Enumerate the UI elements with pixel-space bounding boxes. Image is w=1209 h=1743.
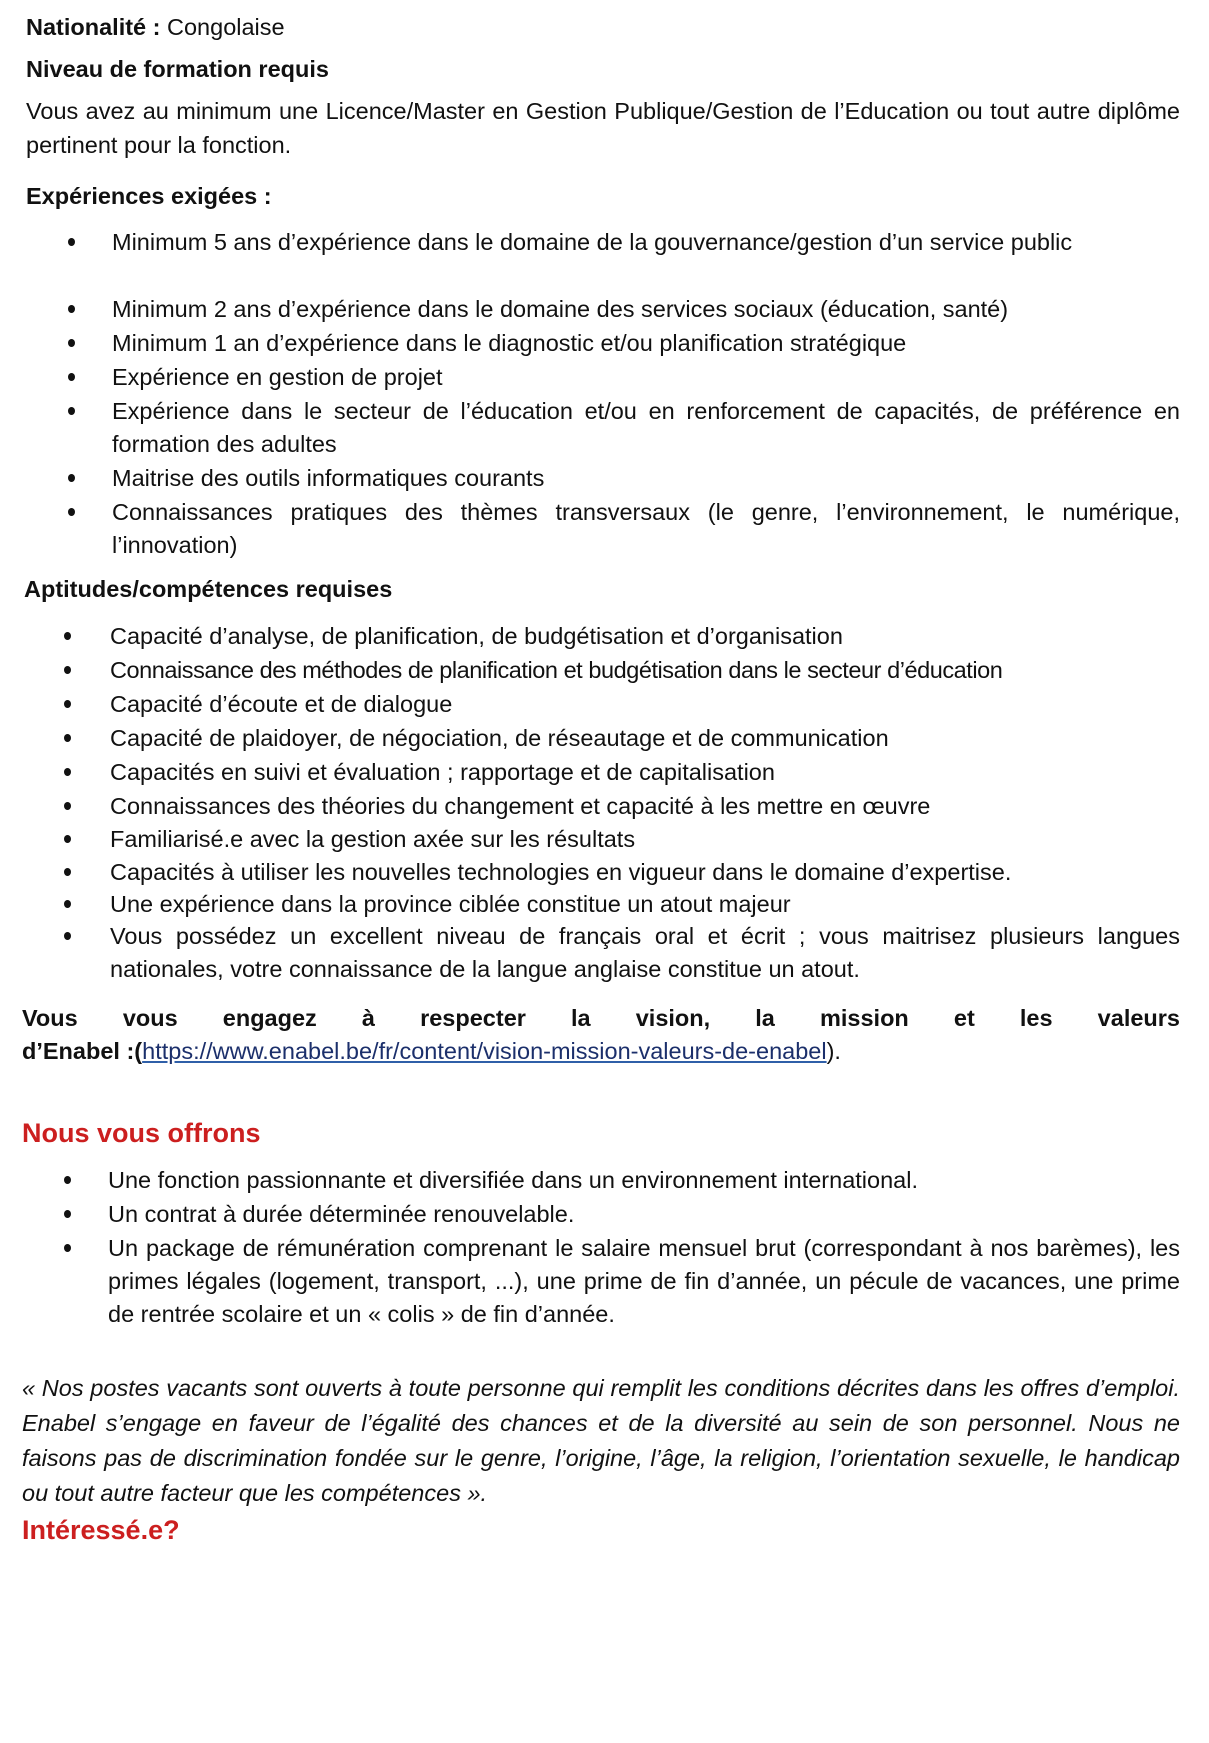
bullet-icon — [68, 339, 75, 347]
education-text: Vous avez au minimum une Licence/Master en Gestion Publique/Gestion de l’Education ou tout autre diplôme pertinent pour la fonction. — [26, 98, 1180, 158]
values-statement-line1: Vous vous engagez à respecter la vision, la mission et les valeurs — [22, 1005, 1180, 1031]
bullet-icon — [64, 835, 71, 843]
nationality-value: Congolaise — [160, 14, 285, 40]
bullet-icon — [68, 474, 75, 482]
enabel-values-link[interactable]: https://www.enabel.be/fr/content/vision-mission-valeurs-de-enabel — [142, 1038, 827, 1064]
experience-heading: Expériences exigées : — [26, 183, 272, 209]
bullet-icon — [68, 373, 75, 381]
bullet-icon — [64, 1244, 71, 1252]
education-heading: Niveau de formation requis — [26, 56, 329, 82]
interested-heading: Intéressé.e? — [22, 1515, 180, 1545]
bullet-icon — [64, 900, 71, 908]
bullet-icon — [64, 700, 71, 708]
bullet-icon — [64, 868, 71, 876]
bullet-icon — [68, 238, 75, 246]
bullet-icon — [68, 508, 75, 516]
skills-heading: Aptitudes/compétences requises — [24, 576, 393, 602]
diversity-statement: « Nos postes vacants sont ouverts à toute personne qui remplit les conditions décrites dans les offres d’emploi. Enabel s’engage en faveur de l’égalité des chances et de la diversité au sein de son personnel. Nous ne faisons pas de discrimination fondée sur le genre, l’origine, l’âge, la religion, l’orientation sexuelle, le handicap ou tout autre facteur que les compétences ». — [22, 1375, 1180, 1506]
bullet-icon — [68, 407, 75, 415]
offer-heading: Nous vous offrons — [22, 1118, 261, 1148]
bullet-icon — [64, 802, 71, 810]
bullet-icon — [64, 734, 71, 742]
nationality-line — [26, 12, 285, 42]
bullet-icon — [64, 666, 71, 674]
bullet-icon — [64, 632, 71, 640]
nationality-label: Nationalité : — [26, 14, 161, 40]
bullet-icon — [64, 932, 71, 940]
bullet-icon — [68, 305, 75, 313]
bullet-icon — [64, 768, 71, 776]
bullet-icon — [64, 1210, 71, 1218]
bullet-icon — [64, 1176, 71, 1184]
values-statement-line2: d’Enabel :(https://www.enabel.be/fr/content/vision-mission-valeurs-de-enabel). — [22, 1038, 841, 1064]
